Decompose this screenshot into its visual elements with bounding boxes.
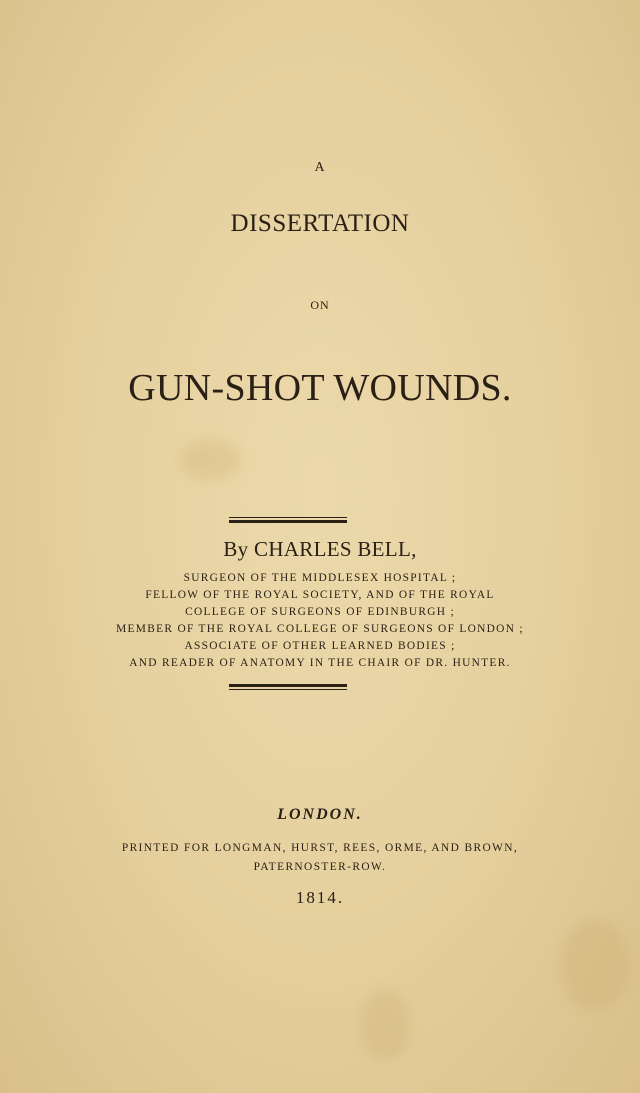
paper-stain	[560, 920, 630, 1010]
credential-line: MEMBER OF THE ROYAL COLLEGE OF SURGEONS OF LONDON ;	[116, 623, 524, 635]
credential-line: COLLEGE OF SURGEONS OF EDINBURGH ;	[185, 606, 455, 618]
paper-stain	[360, 990, 410, 1060]
credential-line: SURGEON OF THE MIDDLESEX HOSPITAL ;	[183, 572, 457, 584]
credential-line: FELLOW OF THE ROYAL SOCIETY, AND OF THE ROYAL	[145, 589, 495, 601]
paper-stain	[180, 440, 240, 480]
author-by: By	[223, 537, 249, 561]
author-name: CHARLES BELL,	[254, 537, 417, 561]
imprint-printer: PRINTED FOR LONGMAN, HURST, REES, ORME, AND BROWN,	[121, 842, 519, 854]
credential-line: ASSOCIATE OF OTHER LEARNED BODIES ;	[184, 640, 456, 652]
imprint-year: 1814.	[295, 888, 345, 907]
divider-rule	[229, 684, 347, 687]
divider-rule	[229, 517, 347, 518]
title-article: A	[314, 160, 326, 175]
author-line	[0, 537, 640, 562]
credential-line: AND READER OF ANATOMY IN THE CHAIR OF DR. HUNTER.	[129, 657, 511, 669]
imprint-place: LONDON.	[277, 806, 363, 823]
title-work: DISSERTATION	[230, 210, 410, 237]
divider-rule	[229, 689, 347, 690]
book-title: GUN-SHOT WOUNDS.	[128, 367, 512, 409]
imprint-address: PATERNOSTER-ROW.	[253, 861, 387, 873]
divider-rule	[229, 520, 347, 523]
title-preposition: ON	[310, 298, 330, 312]
